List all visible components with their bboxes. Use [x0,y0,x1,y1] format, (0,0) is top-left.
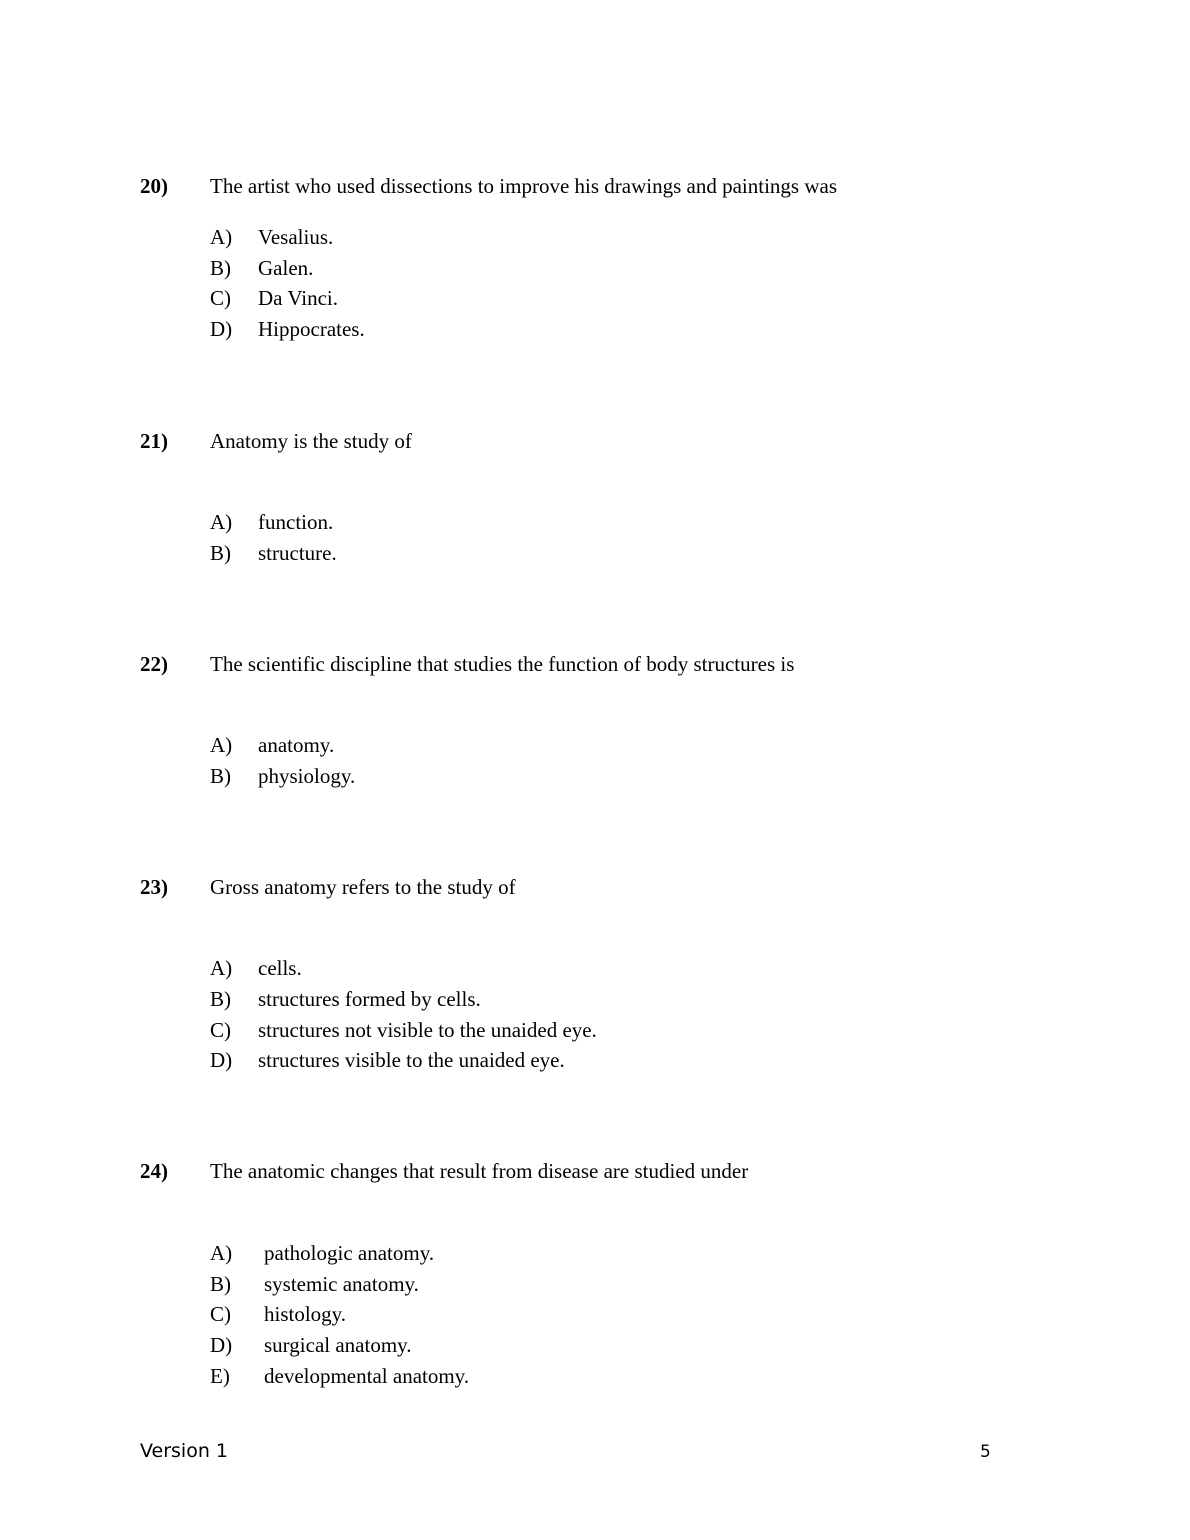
option-text: surgical anatomy. [264,1333,412,1357]
option-letter: A) [210,733,233,757]
option-a[interactable] [210,732,334,758]
option-d[interactable] [210,1332,412,1358]
option-letter: C) [210,1018,231,1042]
option-text: pathologic anatomy. [264,1241,435,1265]
option-text: structures not visible to the unaided eye. [258,1018,597,1042]
question-text: The scientific discipline that studies the function of body structures is [210,652,795,676]
question-number: 24) [140,1159,168,1183]
option-a[interactable] [210,509,333,535]
option-e[interactable] [210,1363,469,1389]
page-number: 5 [980,1442,991,1462]
option-letter: D) [210,317,233,341]
question-number: 22) [140,652,168,676]
option-text: systemic anatomy. [264,1272,419,1296]
option-text: Vesalius. [258,225,334,249]
option-text: physiology. [258,764,356,788]
option-b[interactable] [210,255,313,281]
option-letter: A) [210,1241,233,1265]
option-letter: E) [210,1364,230,1388]
option-letter: A) [210,956,233,980]
option-d[interactable] [210,1047,565,1073]
option-d[interactable] [210,316,365,342]
option-text: structures visible to the unaided eye. [258,1048,565,1072]
question-number: 20) [140,174,168,198]
option-a[interactable] [210,1240,434,1266]
option-text: structure. [258,541,337,565]
option-b[interactable] [210,763,355,789]
option-a[interactable] [210,955,302,981]
option-letter: B) [210,256,231,280]
option-text: anatomy. [258,733,335,757]
question-number: 21) [140,429,168,453]
option-text: developmental anatomy. [264,1364,470,1388]
option-letter: A) [210,225,233,249]
question-text: The anatomic changes that result from disease are studied under [210,1159,749,1183]
option-b[interactable] [210,986,481,1012]
option-text: Da Vinci. [258,286,339,310]
option-text: Hippocrates. [258,317,365,341]
footer-version: Version 1 [140,1440,228,1462]
option-text: Galen. [258,256,314,280]
option-a[interactable] [210,224,333,250]
question-text: Gross anatomy refers to the study of [210,875,516,899]
option-letter: C) [210,286,231,310]
option-c[interactable] [210,1301,346,1327]
option-letter: B) [210,541,231,565]
question-text: The artist who used dissections to improve his drawings and paintings was [210,174,837,198]
option-text: structures formed by cells. [258,987,481,1011]
option-c[interactable] [210,1017,597,1043]
option-letter: B) [210,764,231,788]
option-text: function. [258,510,334,534]
option-b[interactable] [210,1271,419,1297]
option-text: cells. [258,956,302,980]
option-letter: D) [210,1333,233,1357]
option-c[interactable] [210,285,338,311]
question-text: Anatomy is the study of [210,429,412,453]
option-letter: A) [210,510,233,534]
option-b[interactable] [210,540,337,566]
option-letter: D) [210,1048,233,1072]
option-letter: C) [210,1302,231,1326]
option-letter: B) [210,987,231,1011]
question-number: 23) [140,875,168,899]
option-letter: B) [210,1272,231,1296]
option-text: histology. [264,1302,347,1326]
